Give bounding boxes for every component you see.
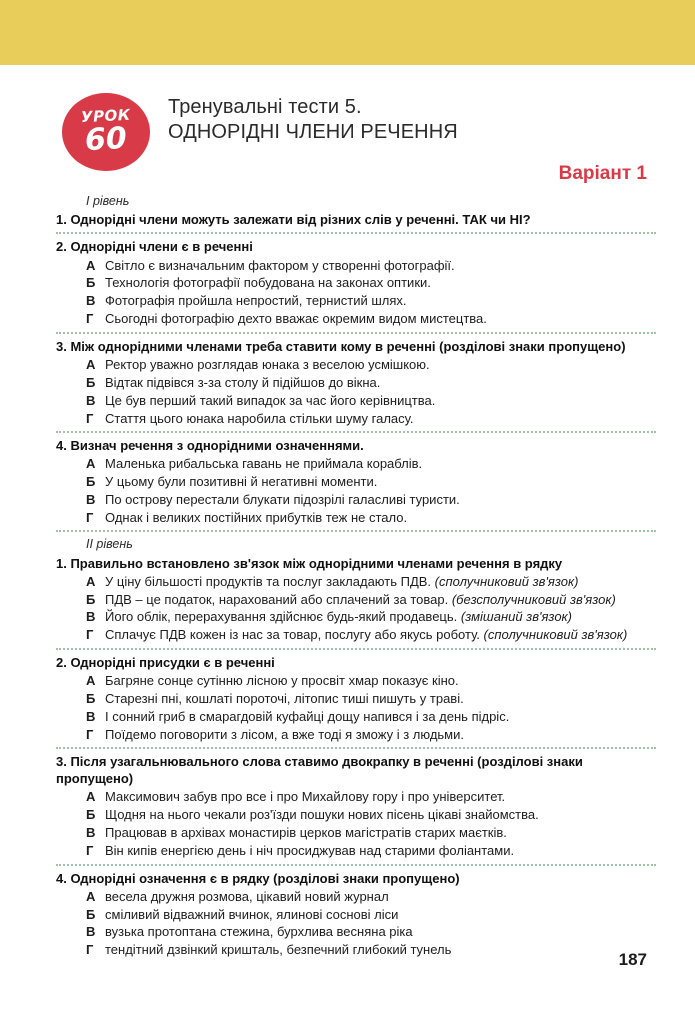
option-text: Сьогодні фотографію дехто вважає окремим видом мистецтва. [105,311,487,327]
option-letter: В [86,609,96,625]
question-block [56,654,656,743]
option-letter: А [86,672,96,688]
option-letter: Б [86,807,96,823]
option-item[interactable] [56,410,656,427]
option-text: І сонний гриб в смарагдовій куфайці дощу напився і за день підріс. [105,708,510,724]
option-item[interactable] [56,608,656,625]
option-list [56,888,656,959]
option-item[interactable] [56,374,656,391]
option-letter: Г [86,726,94,742]
option-letter: Г [86,509,94,525]
option-item[interactable] [56,788,656,805]
question-stem: 4. Визнач речення з однорідними означеннями. [56,437,364,453]
option-letter: А [86,888,96,904]
option-letter: Б [86,474,96,490]
option-text: Це був перший такий випадок за час його керівництва. [105,392,436,408]
page-header [0,65,695,195]
option-letter: А [86,573,96,589]
dotted-separator [56,332,656,334]
option-text: сміливий відважний вчинок, ялинові соснові ліси [105,906,399,922]
textbook-page [0,65,695,1022]
option-list [56,455,656,526]
option-text: Відтак підвівся з-за столу й підійшов до вікна. [105,374,381,390]
option-letter: Г [86,942,94,958]
option-text: Сплачує ПДВ кожен із нас за товар, послугу або якусь роботу. (сполучниковий зв'язок) [105,627,628,643]
option-text: Старезні пні, кошлаті пороточі, літопис тиші пишуть у траві. [105,690,464,706]
option-text: тендітний дзвінкий кришталь, безпечний глибокий тунель [105,942,452,958]
option-item[interactable] [56,806,656,823]
dotted-separator [56,864,656,866]
option-letter: А [86,789,96,805]
option-list [56,573,656,644]
page-number: 187 [618,950,647,969]
option-text: Стаття цього юнака наробила стільки шуму галасу. [105,410,414,426]
dotted-separator [56,747,656,749]
test-content [56,193,656,959]
option-letter: Б [86,591,96,607]
option-text: весела дружня розмова, цікавий новий журнал [105,888,389,904]
page-title [168,95,648,145]
option-text: вузька протоптана стежина, бурхлива весняна ріка [105,924,413,940]
option-text: ПДВ – це податок, нарахований або сплачений за товар. (безсполучниковий зв'язок) [105,591,616,607]
option-item[interactable] [56,274,656,291]
question-block [56,338,656,427]
option-text: У цьому були позитивні й негативні моменти. [105,474,378,490]
question-block [56,437,656,526]
page-title-line2: ОДНОРІДНІ ЧЛЕНИ РЕЧЕННЯ [168,121,458,143]
option-item[interactable] [56,923,656,940]
question-block [56,555,656,644]
question-stem: 1. Однорідні члени можуть залежати від різних слів у реченні. ТАК чи НІ? [56,212,531,228]
option-list [56,356,656,427]
option-item[interactable] [56,672,656,689]
option-letter: Б [86,374,96,390]
option-item[interactable] [56,726,656,743]
question-stem: 3. Між однорідними членами треба ставити кому в реченні (розділові знаки пропущено) [56,338,626,354]
option-letter: Г [86,627,94,643]
level-label: II рівень [86,537,133,552]
lesson-badge [62,93,150,171]
option-text: Його облік, перерахування здійснює будь-який продавець. (змішаний зв'язок) [105,609,573,625]
option-text: Він кипів енергією день і ніч просиджував над старими фоліантами. [105,843,515,859]
option-list [56,672,656,743]
question-block [56,211,656,228]
option-list [56,788,656,859]
option-item[interactable] [56,356,656,373]
option-note: (змішаний зв'язок) [460,609,573,625]
option-item[interactable] [56,690,656,707]
option-letter: А [86,356,96,372]
question-block [56,753,656,859]
option-item[interactable] [56,292,656,309]
top-banner [0,0,695,65]
option-list [56,257,656,328]
lesson-badge-word: УРОК [80,105,132,127]
option-letter: Г [86,843,94,859]
option-letter: А [86,257,96,273]
option-text: Багряне сонце сутінню лісною у просвіт хмар показує кіно. [105,672,459,688]
option-text: Щодня на нього чекали роз'їзди пошуки нових пісень цікаві знайомства. [105,807,539,823]
question-stem: 4. Однорідні означення є в рядку (розділові знаки пропущено) [56,870,460,886]
option-item[interactable] [56,257,656,274]
dotted-separator [56,648,656,650]
option-letter: В [86,491,96,507]
option-text: Технологія фотографії побудована на законах оптики. [105,275,431,291]
option-item[interactable] [56,824,656,841]
option-letter: В [86,293,96,309]
option-text: У ціну більшості продуктів та послуг закладають ПДВ. (сполучниковий зв'язок) [105,573,579,589]
lesson-badge-number: 60 [84,120,128,159]
option-item[interactable] [56,906,656,923]
question-stem: 2. Однорідні присудки є в реченні [56,654,275,670]
option-letter: В [86,924,96,940]
option-letter: Г [86,410,94,426]
option-item[interactable] [56,310,656,327]
option-item[interactable] [56,491,656,508]
option-note: (безсполучниковий зв'язок) [451,591,616,607]
option-text: Однак і великих постійних прибутків теж не стало. [105,509,408,525]
option-text: По острову перестали блукати підозрілі галасливі туристи. [105,491,460,507]
option-item[interactable] [56,455,656,472]
option-item[interactable] [56,473,656,490]
option-letter: В [86,708,96,724]
option-item[interactable] [56,392,656,409]
option-letter: Б [86,275,96,291]
question-stem: 3. Після узагальнювального слова ставимо двокрапку в реченні (розділові знаки пропущено) [56,754,583,787]
option-text: Фотографія пройшла непростий, тернистий шлях. [105,293,407,309]
option-item[interactable] [56,842,656,859]
question-stem: 2. Однорідні члени є в реченні [56,239,253,255]
option-letter: Б [86,906,96,922]
option-note: (сполучниковий зв'язок) [434,573,579,589]
option-letter: В [86,392,96,408]
option-text: Максимович забув про все і про Михайлову гору і про університет. [105,789,506,805]
option-text: Світло є визначальним фактором у створенні фотографії. [105,257,455,273]
option-item[interactable] [56,941,656,958]
option-note: (сполучниковий зв'язок) [483,627,628,643]
option-letter: Г [86,311,94,327]
option-letter: Б [86,690,96,706]
page-title-line1: Тренувальні тести 5. [168,96,362,118]
question-block [56,238,656,327]
variant-label: Варіант 1 [558,163,647,184]
option-text: Працював в архівах монастирів церков магістратів старих маєтків. [105,825,507,841]
option-item[interactable] [56,888,656,905]
level-label: I рівень [86,194,130,208]
option-item[interactable] [56,708,656,725]
option-item[interactable] [56,626,656,643]
option-text: Поїдемо поговорити з лісом, а вже тоді я зможу і з людьми. [105,726,464,742]
dotted-separator [56,232,656,234]
dotted-separator [56,530,656,532]
option-text: Ректор уважно розглядав юнака з веселою усмішкою. [105,356,430,372]
option-item[interactable] [56,573,656,590]
option-letter: В [86,825,96,841]
question-stem: 1. Правильно встановлено зв'язок між однорідними членами речення в рядку [56,555,563,571]
option-item[interactable] [56,591,656,608]
option-letter: А [86,456,96,472]
option-text: Маленька рибальська гавань не приймала кораблів. [105,456,423,472]
option-item[interactable] [56,509,656,526]
question-block [56,870,656,959]
dotted-separator [56,431,656,433]
